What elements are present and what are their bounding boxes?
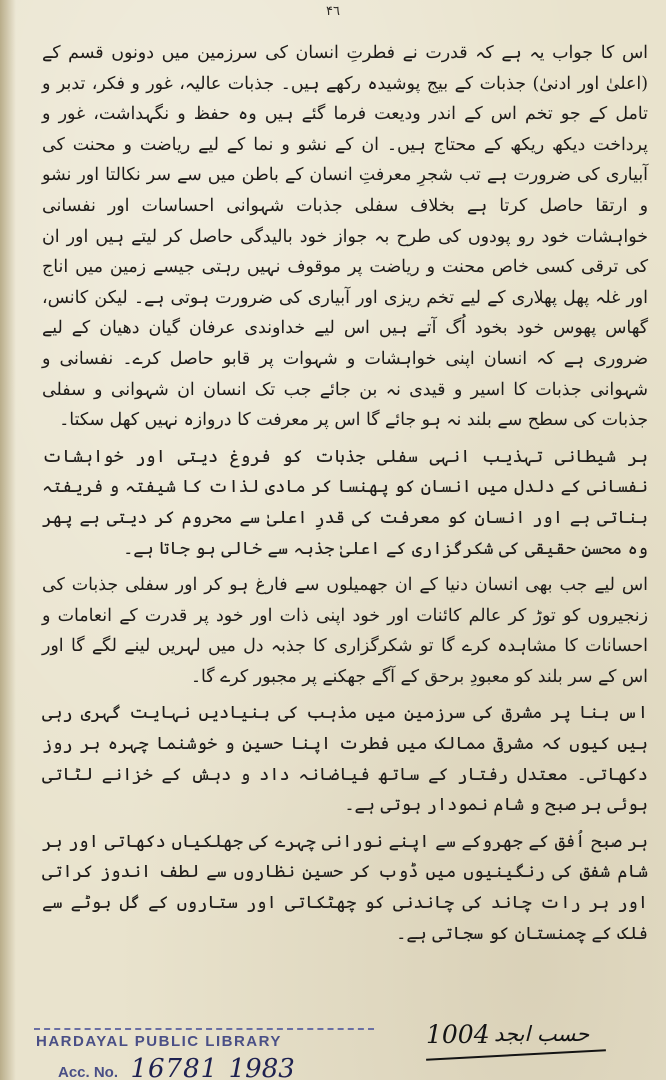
page-edge-shadow — [0, 0, 16, 1080]
handwritten-number: 1004 — [426, 1020, 490, 1049]
paragraph-5: ہر صبح اُفق کے جھروکے سے اپنے نورانی چہرے کی جھلکیاں دکھاتی اور ہر شام شفق کی رنگینیوں میں ڈوب کر حسین نظاروں سے لطف اندوز کراتی اور ہر رات چاند کی چاندنی کو چھٹکاتی اور ستاروں کے گل بوٹے سے فلک کے چمنستان کو سجاتی ہے۔ — [42, 831, 648, 944]
stamp-acc-number: 16781 — [130, 1054, 219, 1080]
page-number: ۴٦ — [326, 4, 340, 19]
handwritten-note — [424, 1014, 614, 1064]
stamp-year: 1983 — [228, 1054, 295, 1080]
handwritten-text: حسب ابجد — [494, 1022, 590, 1046]
paragraph-4: اس بنا پر مشرق کی سرزمین میں مذہب کی بنیادیں نہایت گہری رہی ہیں کیوں کہ مشرقی ممالک میں فطرت اپنا حسین و خوشنما چہرہ ہر روز دکھاتی۔ معتدل رفتار کے ساتھ فیاضانہ داد و دہش کے خزانے لٹاتی ہوئی ہر صبح و شام نمودار ہوتی ہے۔ — [42, 703, 648, 816]
stamp-library-name: HARDAYAL PUBLIC LIBRARY — [36, 1033, 282, 1050]
paragraph-2: ہر شیطانی تہذیب انہی سفلی جذبات کو فروغ دیتی اور خواہشات نفسانی کے دلدل میں انسان کو پھنسا کر مادی لذات کا شیفتہ و فریفتہ بناتی ہے اور انسان کو معرفت کی قدرِ اعلیٰ سے محروم کر دیتی ہے پھر وہ محسنِ حقیقی کی شکرگزاری کے اعلیٰ جذبہ سے خالی ہو جاتا ہے۔ — [42, 446, 648, 559]
handwritten-underline — [426, 1049, 606, 1060]
stamp-accession — [58, 1054, 295, 1080]
paragraph-1: اس کا جواب یہ ہے کہ قدرت نے فطرتِ انسان کی سرزمین میں دونوں قسم کے (اعلیٰ اور ادنیٰ) جذبات کے بیج پوشیدہ رکھے ہیں۔ جذبات عالیہ، غور و فکر، تدبر و تامل کے جو تخم اس کے اندر ودیعت فرما گئے ہیں وہ حفظ و نگہداشت، غور و پرداخت دیکھ ریکھ کے محتاج ہیں۔ ان کے نشو و نما کے لیے ریاضت و محنت کی آبیاری کی ضرورت ہے تب شجرِ معرفتِ انسان کے باطن میں سے سر نکالتا اور نشو و ارتقا حاصل کرتا ہے بخلاف سفلی جذبات شہوانی احساسات اور نفسانی خواہشات خود رو پودوں کی طرح بہ جواز خود بالیدگی حاصل کر لیتے ہیں اور ان کی ترقی کسی خاص محنت و ریاضت پر موقوف نہیں رہتی جیسے زمین میں اناج اور غلہ پھل پھلاری کے لیے تخم ریزی اور آبیاری کی ضرورت ہوتی ہے۔ لیکن کانس، گھاس پھوس خود بخود اُگ آتے ہیں اس لیے خداوندی عرفان گیان دھیان کے لیے ضروری ہے کہ انسان اپنی خواہشات و شہوات پر قابو حاصل کرے۔ نفسانی و شہوانی جذبات کا اسیر و قیدی نہ بن جائے جب تک انسان ان شہوانی و سفلی جذبات کی سطح سے بلند نہ ہو جائے گا اس پر معرفت کا دروازہ نہیں کھل سکتا۔ — [42, 43, 648, 431]
stamp-border — [34, 1028, 374, 1032]
stamp-acc-label: Acc. No. — [58, 1064, 119, 1080]
library-stamp — [34, 1024, 374, 1080]
body-text — [42, 38, 648, 949]
paragraph-3: اس لیے جب بھی انسان دنیا کے ان جھمیلوں سے فارغ ہو کر اور سفلی جذبات کی زنجیروں کو توڑ کر عالم کائنات اور خود اپنی ذات اور خود پر قدرت کے انعامات و احسانات کا مشاہدہ کرے گا تو شکرگزاری کا جذبہ دل میں لہریں لینے لگے گا اور اس کے سر بلند کو معبودِ برحق کے آگے جھکنے پر مجبور کرے گا۔ — [42, 575, 648, 687]
